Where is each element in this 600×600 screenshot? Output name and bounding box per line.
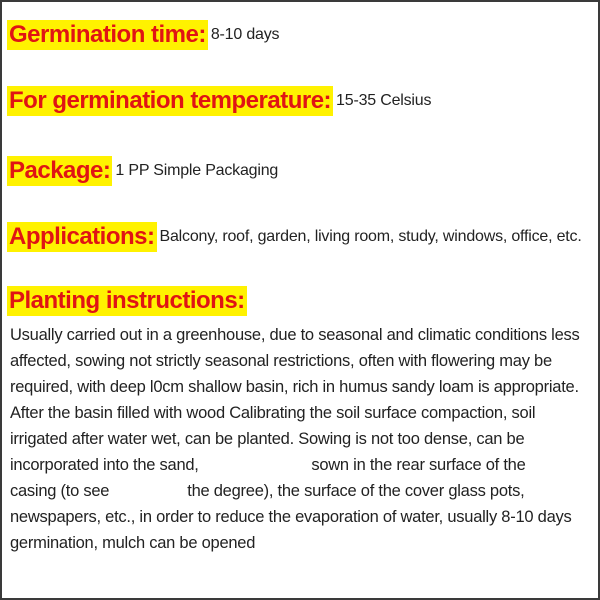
germination-temperature-value: 15-35 Celsius xyxy=(336,92,432,109)
germination-time-label: Germination time: xyxy=(9,21,206,48)
instruction-line: Usually carried out in a greenhouse, due to seasonal and climatic conditions less xyxy=(10,326,580,344)
instruction-line: germination, mulch can be opened xyxy=(10,534,256,552)
planting-instructions-heading-row xyxy=(7,286,247,316)
instruction-line: casing (to see the degree), the surface of the cover glass pots, xyxy=(10,482,525,500)
applications-value: Balcony, roof, garden, living room, study, windows, office, etc. xyxy=(159,228,582,245)
germination-temperature-row xyxy=(7,86,431,116)
applications-row xyxy=(7,222,582,252)
planting-instructions-heading: Planting instructions: xyxy=(9,287,245,314)
instruction-line: required, with deep l0cm shallow basin, rich in humus sandy loam is appropriate. xyxy=(10,378,579,396)
package-value: 1 PP Simple Packaging xyxy=(115,162,279,179)
instruction-line: incorporated into the sand, sown in the rear surface of the xyxy=(10,456,526,474)
package-row xyxy=(7,156,278,186)
germination-time-value: 8-10 days xyxy=(210,26,280,43)
applications-label: Applications: xyxy=(9,223,155,250)
package-label: Package: xyxy=(9,157,111,184)
germination-temperature-label: For germination temperature: xyxy=(9,87,332,114)
instruction-line: affected, sowing not strictly seasonal restrictions, often with flowering may be xyxy=(10,352,552,370)
instruction-line: newspapers, etc., in order to reduce the evaporation of water, usually 8-10 days xyxy=(10,508,572,526)
instruction-line: irrigated after water wet, can be planted. Sowing is not too dense, can be xyxy=(10,430,525,448)
instruction-line: After the basin filled with wood Calibrating the soil surface compaction, soil xyxy=(10,404,536,422)
germination-time-row xyxy=(7,20,279,50)
planting-instructions-text xyxy=(10,322,594,556)
